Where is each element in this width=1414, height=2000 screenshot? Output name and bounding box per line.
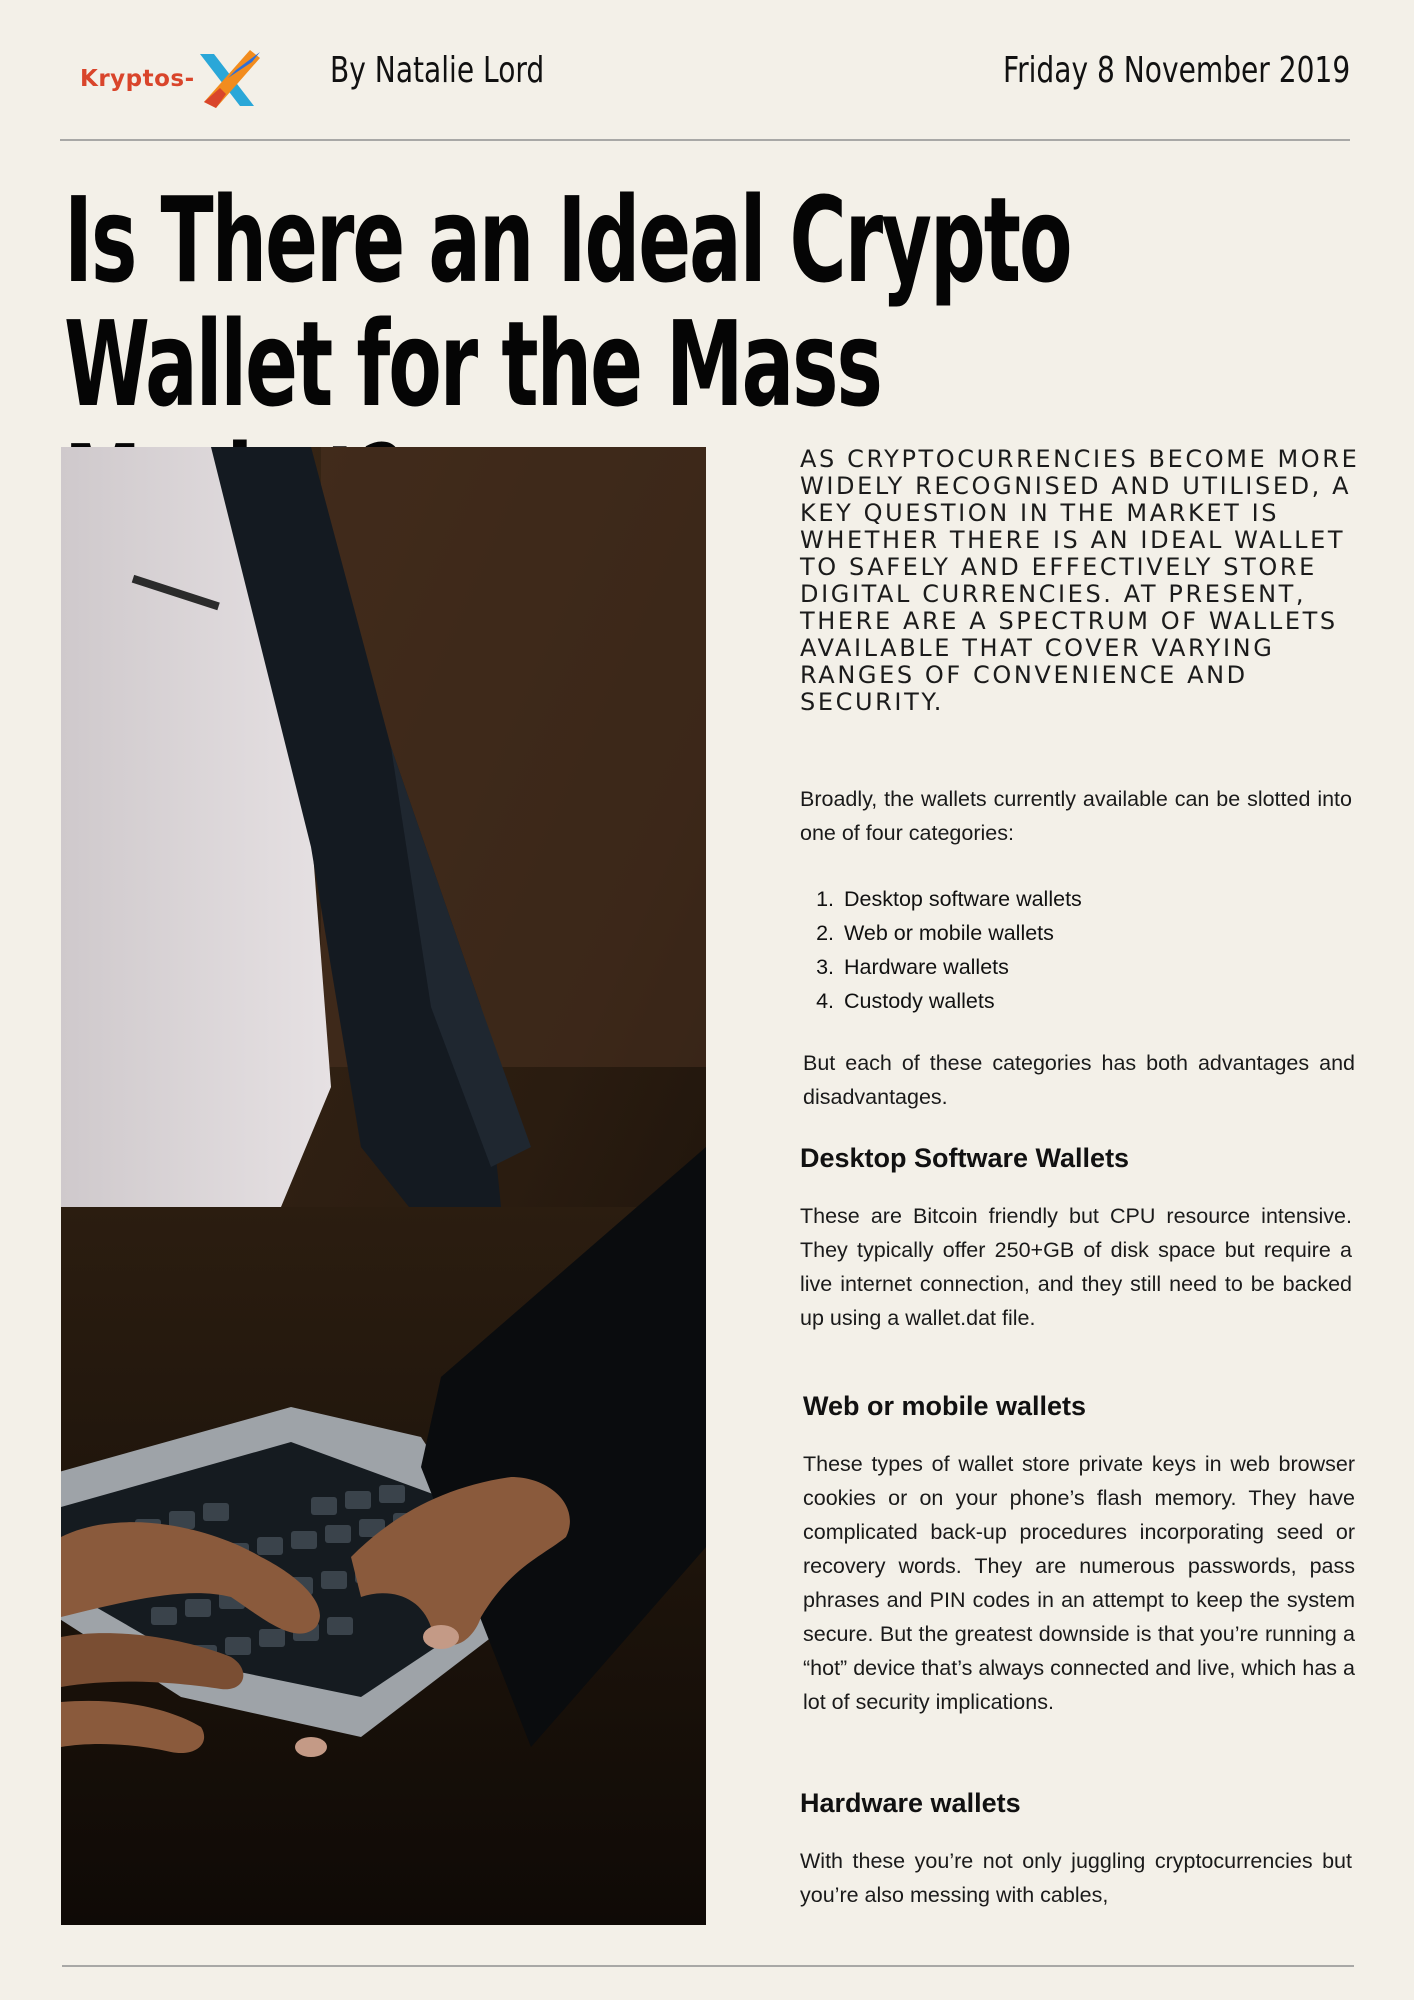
kryptos-x-logo — [80, 48, 255, 110]
footer-divider — [62, 1965, 1354, 1967]
transition-paragraph: But each of these categories has both advantages and disadvantages. — [803, 1051, 1355, 1109]
logo-wordmark: Kryptos- — [80, 66, 195, 92]
article-lead: AS CRYPTOCURRENCIES BECOME MORE WIDELY RECOGNISED AND UTILISED, A KEY QUESTION IN THE MARKET IS WHETHER THERE IS AN IDEAL WALLET TO SAFELY AND EFFECTIVELY STORE DIGITAL CURRENCIES. AT PRESENT, THERE ARE A SPECTRUM OF WALLETS AVAILABLE THAT COVER VARYING RANGES OF CONVENIENCE AND SECURITY. — [800, 445, 1360, 716]
section-body: These are Bitcoin friendly but CPU resource intensive. They typically offer 250+GB of disk space but require a live internet connection, and they still need to be backed up using a wallet.dat file. — [800, 1204, 1352, 1330]
header-divider — [60, 139, 1350, 141]
page-header — [0, 0, 1414, 140]
publish-date: Friday 8 November 2019 — [1002, 50, 1350, 91]
section-body: These types of wallet store private keys in web browser cookies or on your phone’s flash memory. They have complicated back-up procedures incorporating seed or recovery words. They are numerous passwords, pass phrases and PIN codes in an attempt to keep the system secure. But the greatest downside is that you’re running a “hot” device that’s always connected and live, which has a lot of security implications. — [803, 1452, 1355, 1714]
author-byline: By Natalie Lord — [330, 50, 545, 91]
list-item: 3. Hardware wallets — [840, 950, 1082, 984]
laptop-photo — [61, 447, 706, 1925]
section-heading: Web or mobile wallets — [803, 1391, 1087, 1421]
intro-paragraph: Broadly, the wallets currently available can be slotted into one of four categories: — [800, 787, 1352, 845]
logo-x-icon — [192, 48, 262, 110]
person-typing-on-laptop-icon — [61, 447, 706, 1925]
section-heading: Hardware wallets — [800, 1788, 1021, 1818]
list-item: 1. Desktop software wallets — [840, 882, 1082, 916]
list-item: 2. Web or mobile wallets — [840, 916, 1082, 950]
section-body: With these you’re not only juggling cryptocurrencies but you’re also messing with cables, — [800, 1849, 1352, 1907]
article-headline: Is There an Ideal Crypto Wallet for the Mass — [64, 171, 1071, 433]
section-heading: Desktop Software Wallets — [800, 1143, 1130, 1173]
wallet-category-list — [818, 882, 1082, 1018]
list-item: 4. Custody wallets — [840, 984, 1082, 1018]
